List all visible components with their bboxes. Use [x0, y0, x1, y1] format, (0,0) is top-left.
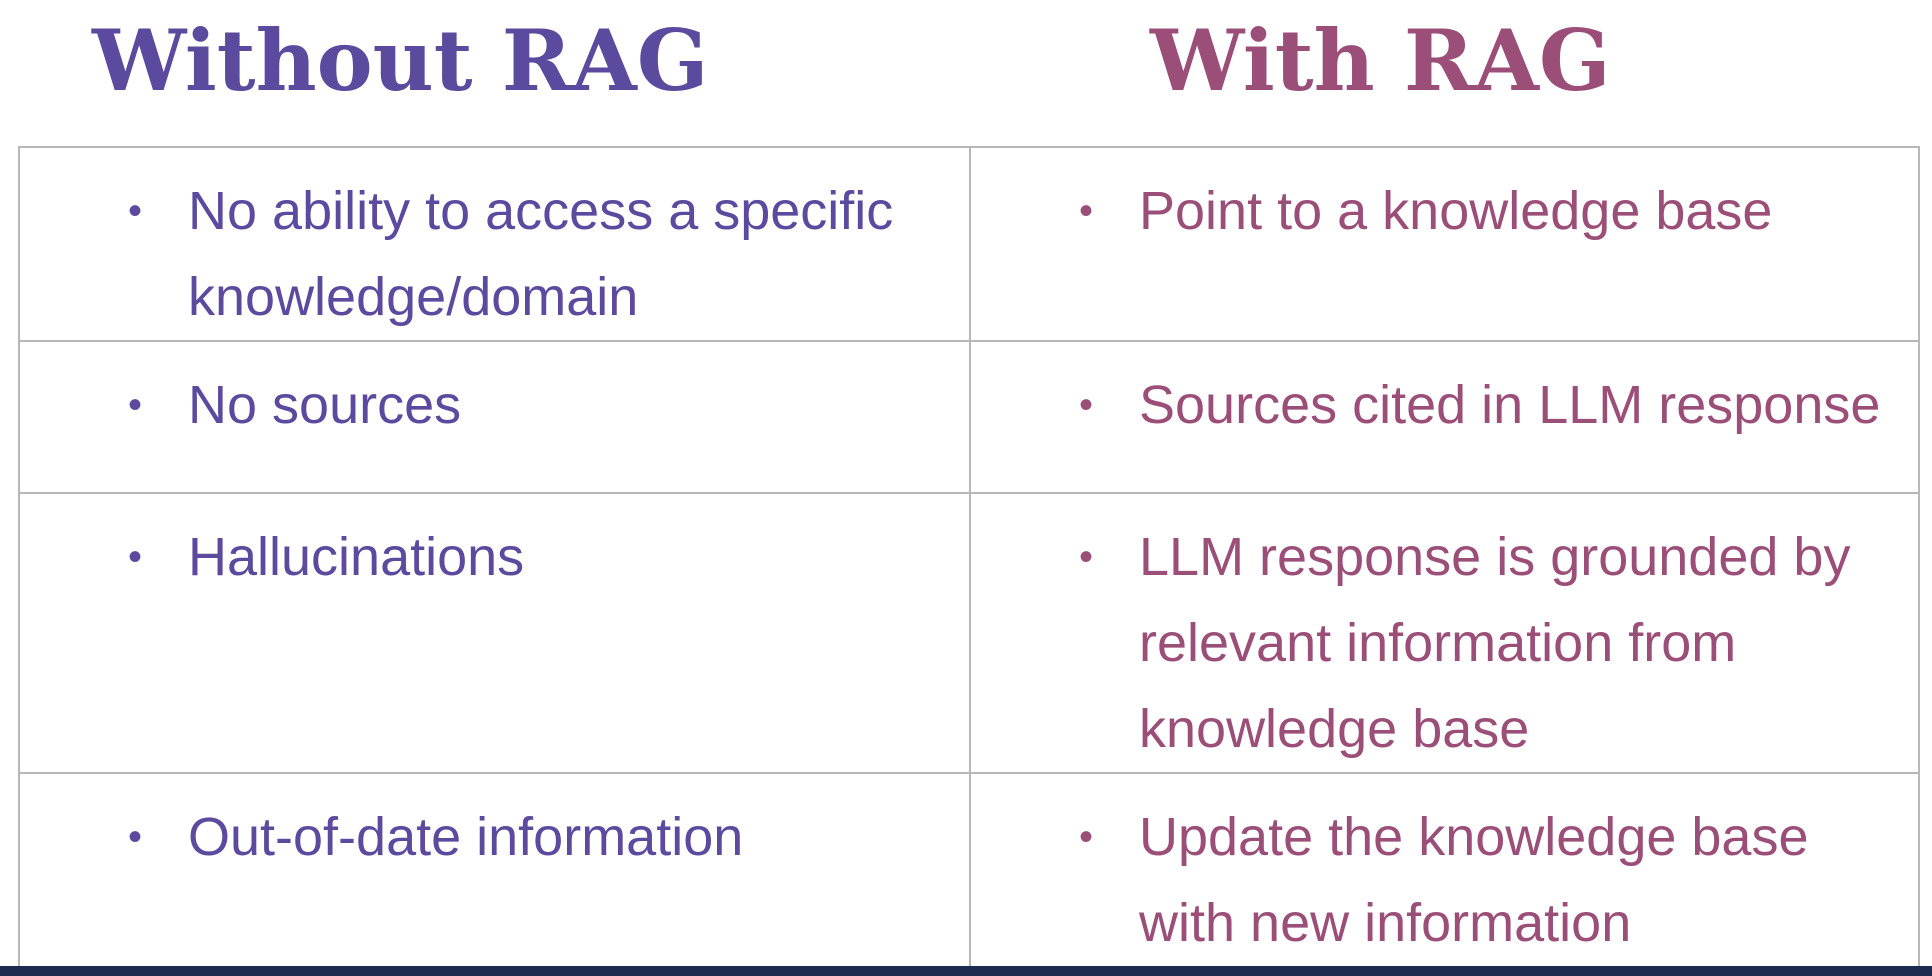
cell-without-rag	[19, 493, 970, 773]
heading-with-rag: With RAG	[1150, 11, 1611, 110]
bullet-icon: •	[128, 383, 143, 427]
cell-text: Update the knowledge base with new information	[1139, 807, 1809, 953]
bullet-icon: •	[128, 535, 143, 579]
cell-with-rag	[970, 341, 1919, 493]
cell-without-rag	[19, 341, 970, 493]
table-row	[19, 773, 1919, 967]
cell-text: Hallucinations	[188, 527, 525, 587]
bullet-icon: •	[1079, 383, 1094, 427]
cell-text: LLM response is grounded by relevant information from knowledge base	[1139, 527, 1851, 759]
cell-without-rag	[19, 773, 970, 967]
cell-with-rag	[970, 147, 1919, 341]
cell-text: No ability to access a specific knowledge/domain	[188, 181, 894, 327]
comparison-table	[18, 146, 1920, 968]
heading-without-rag: Without RAG	[92, 11, 709, 110]
bullet-icon: •	[1079, 189, 1094, 233]
cell-with-rag	[970, 493, 1919, 773]
cell-without-rag	[19, 147, 970, 341]
cell-with-rag	[970, 773, 1919, 967]
table-row	[19, 493, 1919, 773]
cell-text: Sources cited in LLM response	[1139, 375, 1881, 435]
cell-text: Point to a knowledge base	[1139, 181, 1773, 241]
table-row	[19, 147, 1919, 341]
footer-bar	[0, 966, 1932, 976]
cell-text: No sources	[188, 375, 462, 435]
bullet-icon: •	[1079, 815, 1094, 859]
bullet-icon: •	[128, 815, 143, 859]
table-row	[19, 341, 1919, 493]
bullet-icon: •	[1079, 535, 1094, 579]
bullet-icon: •	[128, 189, 143, 233]
cell-text: Out-of-date information	[188, 807, 744, 867]
